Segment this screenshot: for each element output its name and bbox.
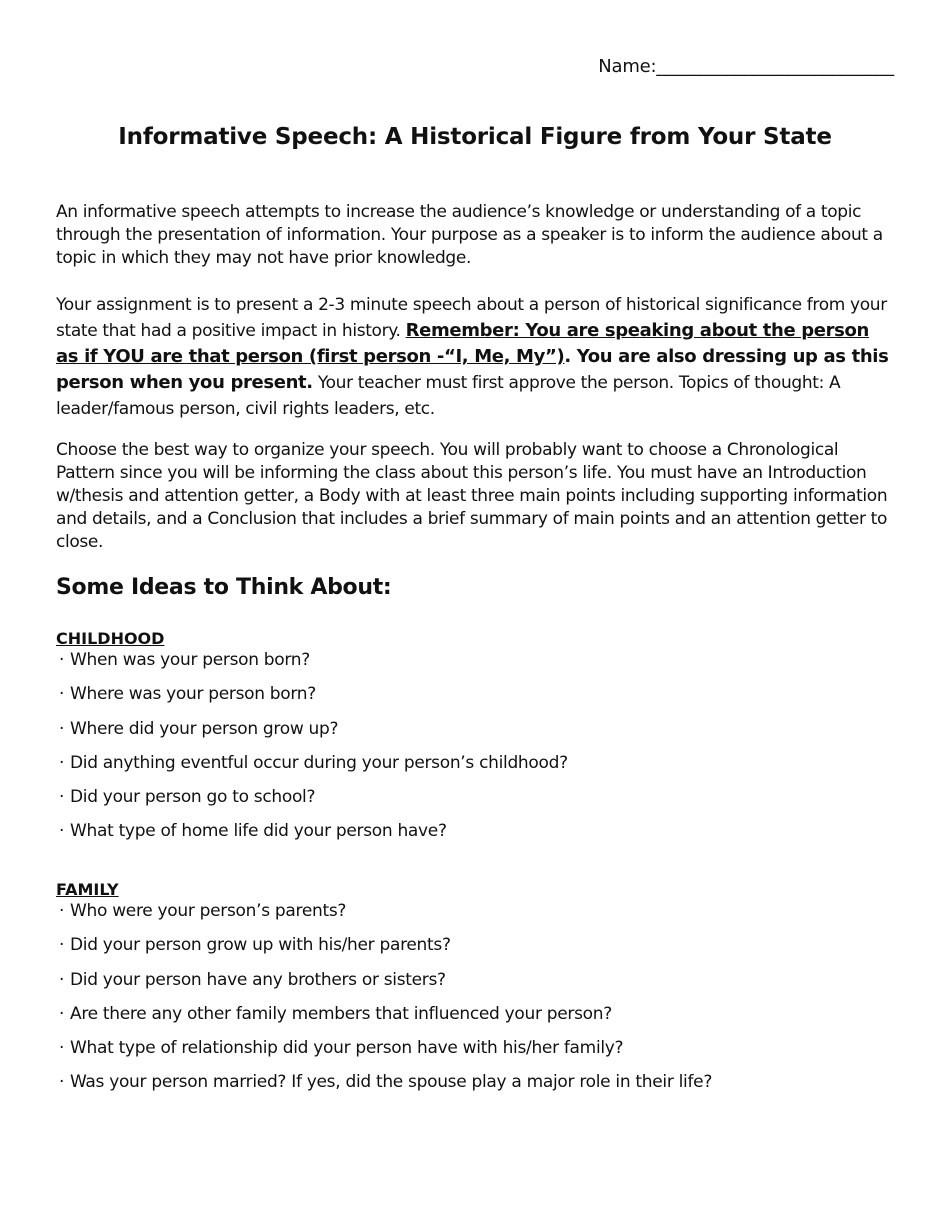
list-item [56, 820, 896, 842]
bullet: · [59, 787, 65, 808]
assignment-text-end: Your teacher must first approve the person. Topics of thought: A leader/famous person, civil rights leaders, etc. [56, 373, 841, 419]
list-item [56, 649, 896, 671]
bullet: · [59, 650, 65, 670]
list-item [56, 1003, 896, 1025]
assignment-paragraph [56, 292, 896, 422]
family-section [56, 880, 896, 1106]
bullet: · [59, 1038, 65, 1059]
bullet: · [59, 718, 65, 739]
list-item [56, 934, 896, 956]
list-item-text: Did your person have any brothers or sisters? [70, 969, 446, 990]
list-item-text: Was your person married? If yes, did the spouse play a major role in their life? [70, 1072, 713, 1093]
assignment-dress-up-note: . You are also dressing up as this person when you present. [56, 346, 889, 393]
list-item [56, 786, 896, 808]
intro-paragraph: An informative speech attempts to increase the audience’s knowledge or understanding of a topic through the presentation of information. Your purpose as a speaker is to inform the audience about a topic in which they may not have prior knowledge. [56, 202, 883, 268]
list-item-text: Did your person go to school? [70, 787, 316, 808]
family-heading: FAMILY [56, 880, 119, 899]
page-title: Informative Speech: A Historical Figure from Your State [118, 124, 832, 150]
bullet: · [59, 1072, 65, 1093]
list-item [56, 969, 896, 991]
bullet: · [59, 935, 65, 956]
list-item [56, 683, 896, 705]
list-item-text: What type of relationship did your person have with his/her family? [70, 1038, 624, 1059]
ideas-heading: Some Ideas to Think About: [56, 575, 392, 600]
organization-paragraph: Choose the best way to organize your speech. You will probably want to choose a Chronological Pattern since you will be informing the class about this person’s life. You must have an Introduction w/thesis and attention getter, a Body with at least three main points including supporting information and details, and a Conclusion that includes a brief summary of main points and an attention getter to close. [56, 440, 888, 552]
list-item [56, 900, 896, 922]
list-item [56, 1037, 896, 1059]
childhood-heading: CHILDHOOD [56, 629, 165, 648]
list-item [56, 1071, 896, 1093]
list-item [56, 752, 896, 774]
childhood-section [56, 629, 896, 855]
bullet: · [59, 752, 65, 773]
bullet: · [59, 901, 65, 921]
list-item-text: Are there any other family members that influenced your person? [70, 1003, 612, 1024]
list-item-text: Did your person grow up with his/her parents? [70, 935, 451, 956]
list-item-text: Did anything eventful occur during your person’s childhood? [70, 752, 568, 773]
list-item-text: Where did your person grow up? [70, 718, 339, 739]
list-item [56, 718, 896, 740]
list-item-text: Where was your person born? [70, 684, 316, 705]
list-item-text: When was your person born? [70, 650, 310, 670]
list-item-text: Who were your person’s parents? [70, 901, 347, 921]
assignment-remember-note: Remember: You are speaking about the person as if YOU are that person (first person -“I, Me, My”) [56, 320, 870, 367]
assignment-text-start: Your assignment is to present a 2-3 minute speech about a person of historical significance from your state that had a positive impact in history. [56, 295, 887, 341]
bullet: · [59, 969, 65, 990]
bullet: · [59, 684, 65, 705]
name-field-label: Name:___________________________ [598, 56, 894, 77]
bullet: · [59, 1003, 65, 1024]
list-item-text: What type of home life did your person have? [70, 821, 447, 842]
bullet: · [59, 821, 65, 842]
